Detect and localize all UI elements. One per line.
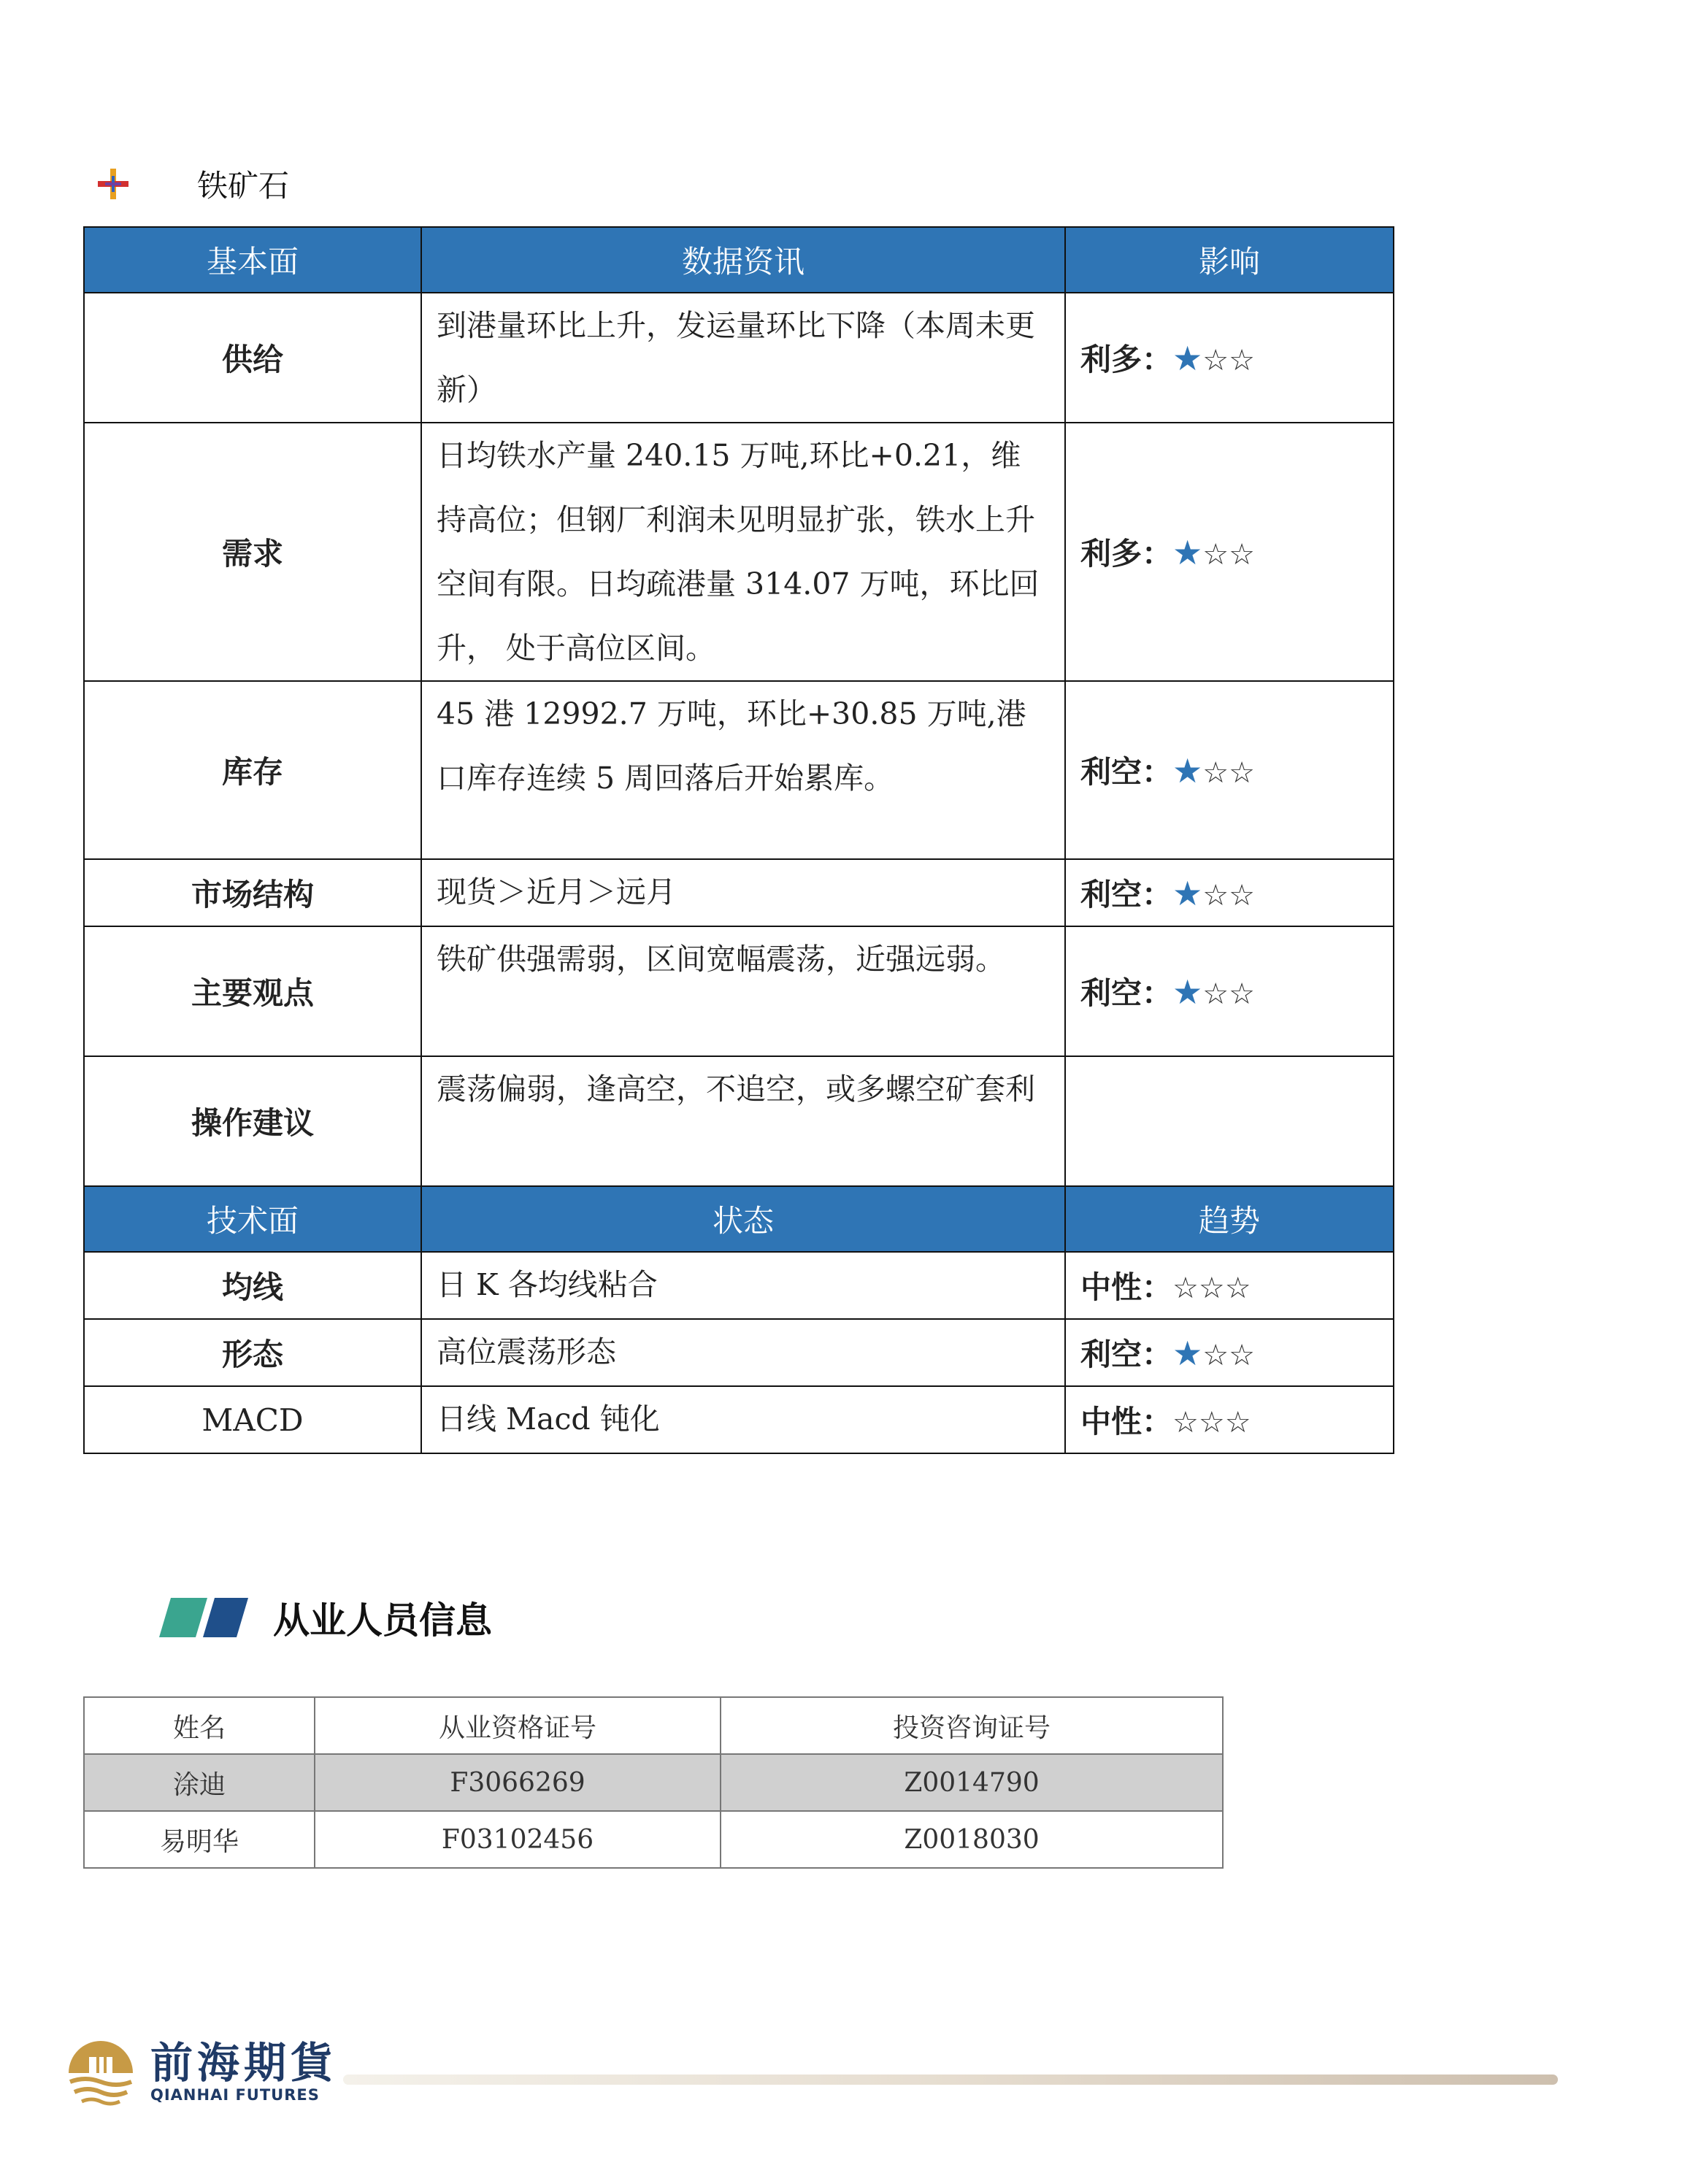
table-row-supply [84,293,1394,423]
star-empty-icon: ☆ [1172,1406,1199,1439]
row-text: 现货＞近月＞远月 [421,859,1065,926]
qianhai-emblem-icon [64,2035,137,2108]
rating-stars [1172,339,1255,378]
section-header [95,162,289,206]
impact-cell [1065,681,1394,859]
rating-stars [1172,1334,1255,1373]
star-filled-icon: ★ [1172,533,1203,572]
impact-cell [1065,1252,1394,1319]
star-empty-icon: ☆ [1202,538,1229,572]
staff-header-row [84,1697,1223,1754]
rating-stars [1172,1269,1251,1305]
row-label: 需求 [84,423,421,681]
star-empty-icon: ☆ [1202,977,1229,1011]
staff-section-header [159,1591,492,1644]
section-title: 铁矿石 [197,168,290,204]
star-empty-icon: ☆ [1229,977,1255,1011]
impact-label: 中性： [1080,1269,1173,1305]
technicals-header-row [84,1186,1394,1252]
star-filled-icon: ★ [1172,1334,1203,1373]
table-row-macd [84,1386,1394,1453]
impact-label: 利多： [1080,536,1173,572]
rating-stars [1172,972,1255,1012]
logo-chinese-name: 前海期貨 [150,2038,338,2088]
star-empty-icon: ☆ [1198,1406,1225,1439]
staff-consulting-no: Z0014790 [721,1754,1223,1811]
rating-stars [1172,533,1255,572]
star-empty-icon: ☆ [1229,756,1255,790]
staff-title: 从业人员信息 [273,1599,492,1642]
table-row-demand [84,423,1394,681]
staff-qualification-no: F03102456 [315,1811,721,1868]
row-label: 形态 [84,1319,421,1386]
header-data-info: 数据资讯 [421,227,1065,293]
star-empty-icon: ☆ [1202,344,1229,377]
row-text: 日均铁水产量 240.15 万吨,环比+0.21，维持高位；但钢厂利润未见明显扩张，铁水上升空间有限。日均疏港量 314.07 万吨，环比回升， 处于高位区间。 [421,423,1065,681]
star-filled-icon: ★ [1172,874,1203,913]
fundamentals-header-row [84,227,1394,293]
star-empty-icon: ☆ [1229,538,1255,572]
table-row [84,1811,1223,1868]
bullet-cross-icon [95,166,131,202]
row-text: 震荡偏弱，逢高空，不追空，或多螺空矿套利 [421,1056,1065,1186]
row-text: 日线 Macd 钝化 [421,1386,1065,1453]
rating-stars [1172,1404,1251,1439]
row-label: 供给 [84,293,421,423]
impact-label: 利空： [1080,877,1173,912]
star-empty-icon: ☆ [1202,879,1229,912]
header-impact: 影响 [1065,227,1394,293]
table-row-main-view [84,926,1394,1056]
star-filled-icon: ★ [1172,972,1203,1012]
impact-cell [1065,423,1394,681]
row-label: 均线 [84,1252,421,1319]
staff-table [83,1696,1224,1869]
star-empty-icon: ☆ [1198,1272,1225,1305]
row-text: 到港量环比上升，发运量环比下降（本周未更新） [421,293,1065,423]
row-text: 高位震荡形态 [421,1319,1065,1386]
staff-name: 涂迪 [84,1754,315,1811]
impact-label: 利空： [1080,975,1173,1011]
row-label: 市场结构 [84,859,421,926]
impact-cell [1065,859,1394,926]
header-qualification-no: 从业资格证号 [315,1697,721,1754]
row-label: 主要观点 [84,926,421,1056]
impact-cell [1065,293,1394,423]
impact-label: 利空： [1080,754,1173,790]
footer-logo [64,2035,337,2108]
star-filled-icon: ★ [1172,339,1203,378]
row-label: 操作建议 [84,1056,421,1186]
header-name: 姓名 [84,1697,315,1754]
star-empty-icon: ☆ [1172,1272,1199,1305]
staff-consulting-no: Z0018030 [721,1811,1223,1868]
staff-name: 易明华 [84,1811,315,1868]
table-row-inventory [84,681,1394,859]
row-label: 库存 [84,681,421,859]
star-empty-icon: ☆ [1229,344,1255,377]
star-filled-icon: ★ [1172,751,1203,791]
star-empty-icon: ☆ [1224,1272,1251,1305]
table-row-pattern [84,1319,1394,1386]
table-row-market-structure [84,859,1394,926]
impact-label: 利多： [1080,342,1173,377]
header-trend: 趋势 [1065,1186,1394,1252]
star-empty-icon: ☆ [1202,1339,1229,1372]
logo-english-name: QIANHAI FUTURES [150,2086,320,2104]
impact-cell [1065,1056,1394,1186]
star-empty-icon: ☆ [1229,1339,1255,1372]
row-text: 铁矿供强需弱，区间宽幅震荡，近强远弱。 [421,926,1065,1056]
table-row-advice [84,1056,1394,1186]
impact-cell [1065,926,1394,1056]
parallelogram-bars-icon [159,1596,248,1639]
header-fundamentals: 基本面 [84,227,421,293]
header-technicals: 技术面 [84,1186,421,1252]
row-text: 日 K 各均线粘合 [421,1252,1065,1319]
iron-ore-analysis-table [83,226,1394,1454]
row-text: 45 港 12992.7 万吨，环比+30.85 万吨,港口库存连续 5 周回落后开始累库。 [421,681,1065,859]
row-label: MACD [84,1386,421,1453]
rating-stars [1172,751,1255,791]
star-empty-icon: ☆ [1224,1406,1251,1439]
impact-label: 中性： [1080,1404,1173,1439]
staff-qualification-no: F3066269 [315,1754,721,1811]
star-empty-icon: ☆ [1229,879,1255,912]
star-empty-icon: ☆ [1202,756,1229,790]
impact-cell [1065,1386,1394,1453]
header-status: 状态 [421,1186,1065,1252]
rating-stars [1172,874,1255,913]
footer-divider [343,2075,1558,2085]
header-consulting-no: 投资咨询证号 [721,1697,1223,1754]
impact-label: 利空： [1080,1337,1173,1372]
impact-cell [1065,1319,1394,1386]
table-row [84,1754,1223,1811]
table-row-moving-average [84,1252,1394,1319]
